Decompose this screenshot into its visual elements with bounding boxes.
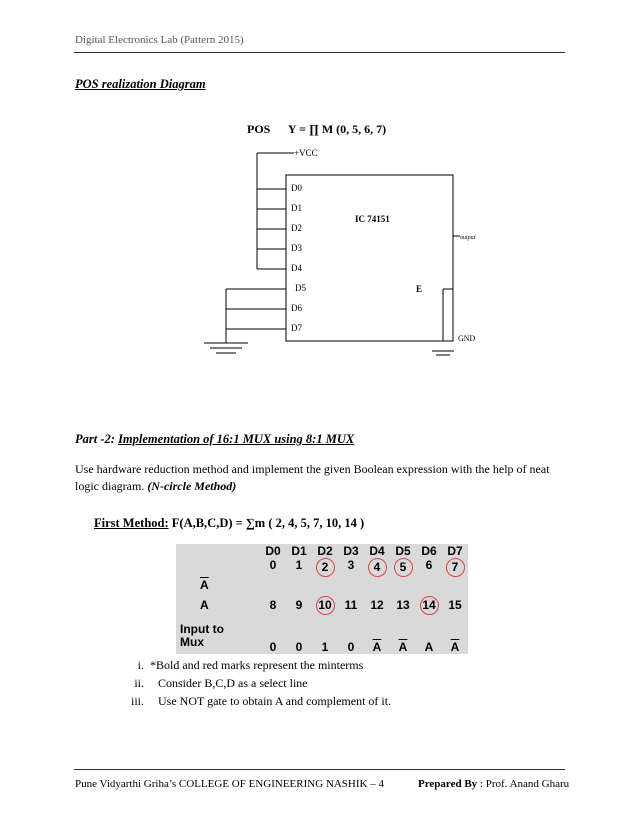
table-cell: 0 [260, 618, 286, 654]
row-label-a-bar: $\overline{A}$ [176, 558, 260, 592]
footer-author: Prepared By : Prof. Anand Gharu [418, 778, 570, 790]
table-header-cell: D0 [260, 544, 286, 558]
table-cell-minterm: 5 [390, 558, 416, 592]
input-label-d3: D3 [291, 243, 302, 253]
table-cell: 3 [338, 558, 364, 592]
table-cell-minterm: 14 [416, 592, 442, 618]
table-cell: 8 [260, 592, 286, 618]
table-cell: 1 [312, 618, 338, 654]
input-label-d4: D4 [291, 263, 302, 273]
table-cell: $\overline{A}$ [390, 618, 416, 654]
table-cell: $\overline{A}$ [364, 618, 390, 654]
table-cell-minterm: 2 [312, 558, 338, 592]
table-header-cell: D1 [286, 544, 312, 558]
part2-prefix: Part -2: [75, 432, 115, 446]
header-divider [74, 52, 565, 53]
pos-label: POS [247, 122, 271, 136]
table-cell: A [416, 618, 442, 654]
output-label: output [460, 235, 476, 241]
table-header-cell: D7 [442, 544, 468, 558]
table-cell: 0 [260, 558, 286, 592]
pos-equation [247, 122, 386, 137]
section-title-pos: POS realization Diagram [75, 77, 206, 91]
part2-instructions [75, 461, 565, 495]
table-cell: 13 [390, 592, 416, 618]
table-header-cell [176, 544, 260, 558]
table-cell-minterm: 7 [442, 558, 468, 592]
vcc-label: +VCC [294, 148, 318, 158]
footer-divider [74, 769, 565, 770]
footer-institution: Pune Vidyarthi Griha’s COLLEGE OF ENGINEERING NASHIK – 4 [75, 778, 384, 790]
enable-label: E [416, 284, 423, 294]
table-cell: $\overline{A}$ [442, 618, 468, 654]
table-cell: 11 [338, 592, 364, 618]
row-label-a: A [176, 592, 260, 618]
list-item: i. *Bold and red marks represent the minterms [137, 658, 364, 672]
table-cell: 6 [416, 558, 442, 592]
row-label-input-to-mux: Input to Mux [176, 618, 260, 654]
table-cell: 0 [286, 618, 312, 654]
implementation-table [176, 544, 468, 654]
table-row-input-to-mux [176, 618, 468, 654]
first-method [94, 516, 364, 531]
part2-title: Implementation of 16:1 MUX using 8:1 MUX [118, 432, 355, 446]
table-cell-minterm: 10 [312, 592, 338, 618]
first-method-expression: F(A,B,C,D) = ∑m ( 2, 4, 5, 7, 10, 14 ) [171, 516, 365, 530]
table-header-row [176, 544, 468, 558]
gnd-label: GND [458, 334, 476, 343]
table-cell: 9 [286, 592, 312, 618]
ic-box [286, 175, 453, 341]
table-cell: 1 [286, 558, 312, 592]
first-method-label: First Method: [94, 516, 169, 530]
table-cell-minterm: 4 [364, 558, 390, 592]
table-header-cell: D3 [338, 544, 364, 558]
part2-heading [75, 432, 354, 447]
notes-list [130, 656, 392, 710]
table-row-a-complement [176, 558, 468, 592]
table-header-cell: D2 [312, 544, 338, 558]
list-item: ii. Consider B,C,D as a select line [134, 676, 308, 690]
part2-paragraph: Use hardware reduction method and implement the given Boolean expression with the help of neat logic diagram. [75, 462, 550, 493]
page-header: Digital Electronics Lab (Pattern 2015) [75, 34, 244, 46]
table-row-a [176, 592, 468, 618]
table-header-cell: D5 [390, 544, 416, 558]
pos-expression: Y = ∏ M (0, 5, 6, 7) [287, 122, 387, 136]
table-cell: 0 [338, 618, 364, 654]
table-header-cell: D6 [416, 544, 442, 558]
input-label-d5: D5 [295, 283, 306, 293]
list-item: iii. Use NOT gate to obtain A and complement of it. [130, 694, 392, 708]
table-cell: 15 [442, 592, 468, 618]
input-label-d2: D2 [291, 223, 302, 233]
ic-label: IC 74151 [355, 214, 390, 224]
input-label-d6: D6 [291, 303, 302, 313]
part2-method-note: (N-circle Method) [147, 479, 237, 493]
table-header-cell: D4 [364, 544, 390, 558]
input-label-d0: D0 [291, 183, 302, 193]
input-label-d7: D7 [291, 323, 302, 333]
mux-circuit-diagram [190, 140, 500, 360]
input-label-d1: D1 [291, 203, 302, 213]
table-cell: 12 [364, 592, 390, 618]
